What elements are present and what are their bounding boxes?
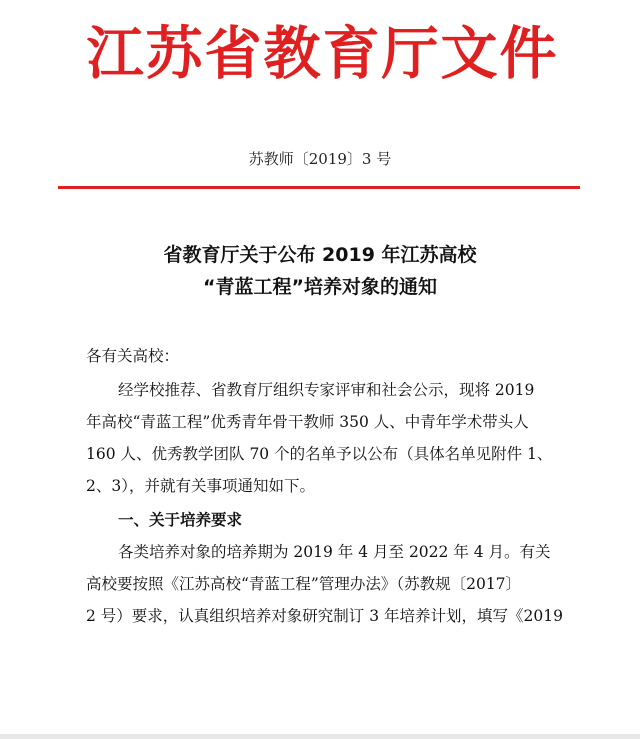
red-divider-line [58,186,580,189]
section1-line-3: 2 号）要求，认真组织培养对象研究制订 3 年培养计划，填写《2019 [86,607,563,625]
letterhead-title: 江苏省教育厅文件 [86,21,559,87]
salutation: 各有关高校： [86,347,180,365]
section1-line-1: 各类培养对象的培养期为 2019 年 4 月至 2022 年 4 月。有关 [118,543,551,561]
body-line-2: 年高校“青蓝工程”优秀青年骨干教师 350 人、中青年学术带头人 [86,413,529,431]
body-line-3: 160 人、优秀教学团队 70 个的名单予以公布（具体名单见附件 1、 [86,445,553,463]
document-number: 苏教师〔2019〕3 号 [248,150,392,168]
notice-title-line-2: “青蓝工程”培养对象的通知 [203,276,437,298]
body-line-1: 经学校推荐、省教育厅组织专家评审和社会公示，现将 2019 [118,381,535,399]
notice-title-line-1: 省教育厅关于公布 2019 年江苏高校 [163,244,477,266]
body-line-4: 2、3），并就有关事项通知如下。 [86,477,315,495]
section1-line-2: 高校要按照《江苏高校“青蓝工程”管理办法》（苏教规〔2017〕 [86,575,522,593]
section-heading-1: 一、关于培养要求 [118,511,243,529]
bottom-toolbar-strip [0,734,640,739]
